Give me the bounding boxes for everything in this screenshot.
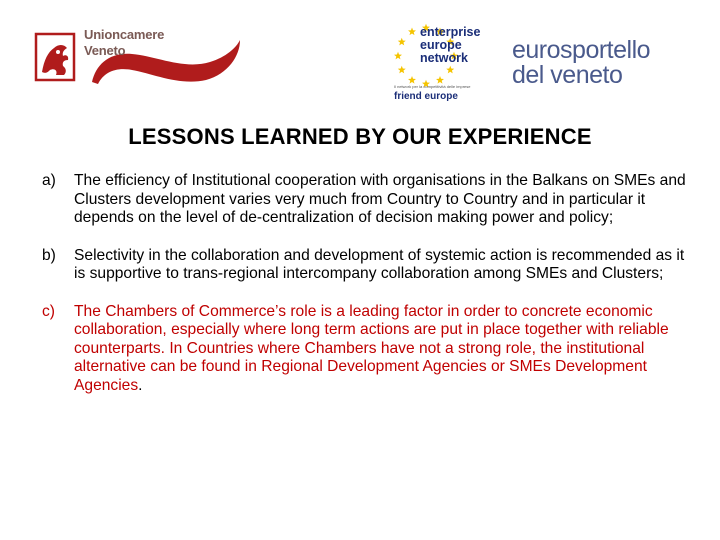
star-icon — [398, 66, 406, 74]
list-item-text: The efficiency of Institutional cooperation with organisations in the Balkans on SMEs and Clusters development varies very much from Country to Country and in particular it depends on the level of de-centralization of decision making power and policy; — [74, 172, 686, 226]
star-icon — [408, 76, 416, 84]
een-tagline: Il network per la competitività delle imprese — [394, 84, 471, 89]
list-item-tail: . — [138, 376, 143, 394]
list-item-text: Selectivity in the collaboration and development of systemic action is recommended as it is supportive to trans-regional intercompany collaboration among SMEs and Clusters; — [74, 246, 685, 282]
star-icon — [446, 66, 454, 74]
list-item-b — [42, 247, 692, 284]
eurosportello-logo-line1: eurosportello — [512, 36, 651, 64]
eurosportello-logo-line2: del veneto — [512, 61, 623, 89]
unioncamere-logo-line1: Unioncamere — [84, 27, 165, 42]
star-icon — [398, 38, 406, 46]
star-icon — [436, 76, 444, 84]
list-marker: c) — [42, 302, 55, 320]
star-icon — [394, 52, 402, 60]
star-icon — [408, 28, 416, 36]
een-logo-line1: enterprise — [420, 25, 481, 39]
lessons-list — [42, 172, 692, 414]
list-item-c — [42, 303, 692, 396]
list-item-a — [42, 172, 692, 228]
eurosportello-logo — [512, 38, 650, 88]
list-marker: a) — [42, 172, 56, 189]
een-logo-line3: network — [420, 51, 468, 65]
unioncamere-logo-text — [84, 27, 164, 59]
friend-europe-text: friend europe — [394, 91, 458, 102]
een-logo-text — [420, 26, 480, 65]
page-title: LESSONS LEARNED BY OUR EXPERIENCE — [128, 124, 592, 149]
list-item-text: The Chambers of Commerce’s role is a leading factor in order to concrete economic collaboration, especially where long term actions are put in place together with reliable counterparts. In Countries where Chambers have not a strong role, the institutional alternative can be found in Regional Development Agencies or SMEs Development Agencies — [74, 302, 669, 394]
een-logo-line2: europe — [420, 38, 462, 52]
list-marker: b) — [42, 246, 56, 264]
unioncamere-logo-line2: Veneto — [84, 43, 126, 58]
